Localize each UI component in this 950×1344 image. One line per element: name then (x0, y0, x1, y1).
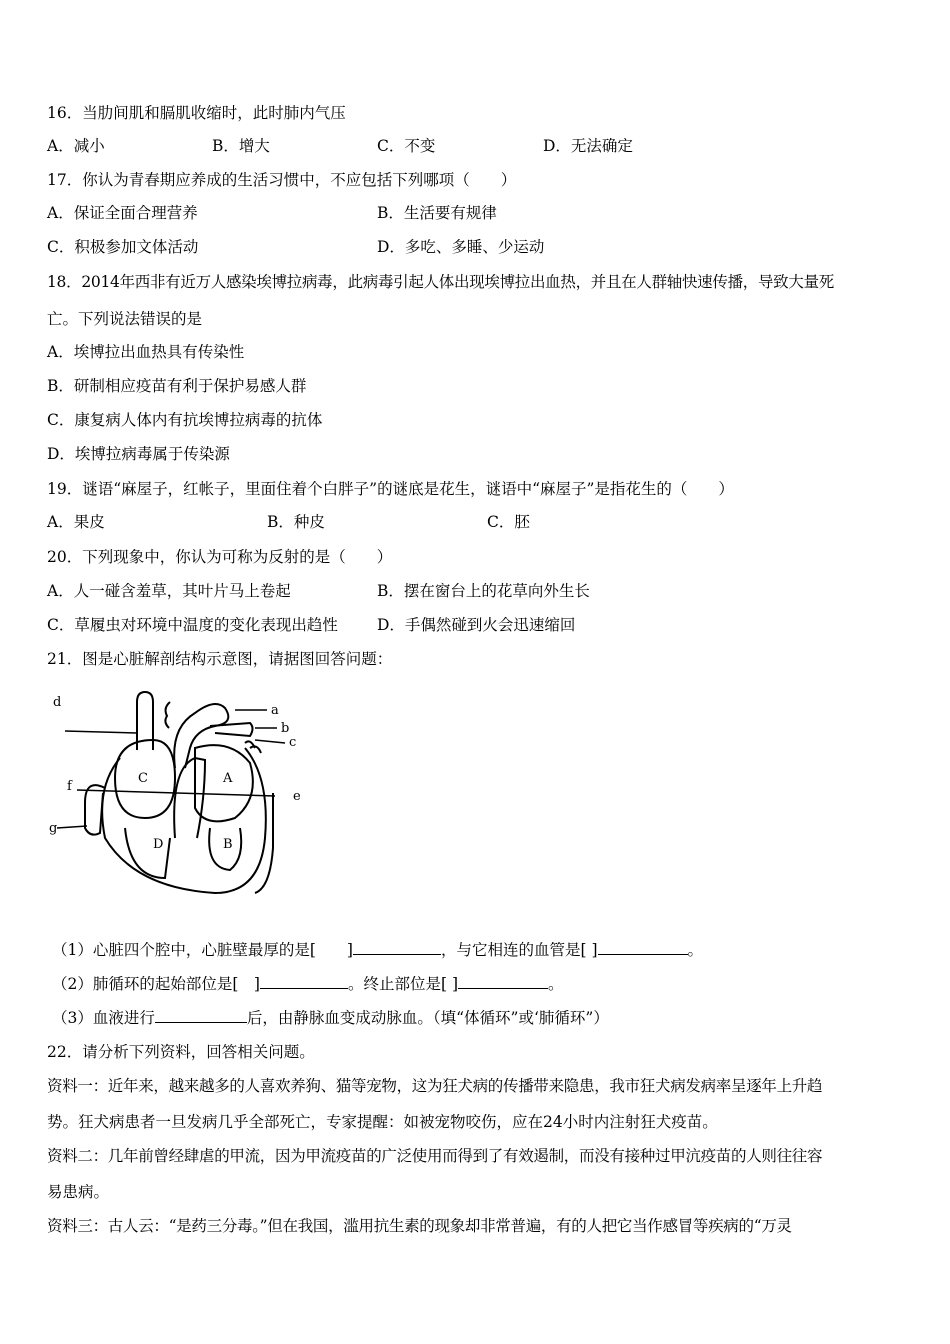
q17-option-c: C．积极参加文体活动 (47, 238, 199, 256)
q18-option-c: C．康复病人体内有抗埃博拉病毒的抗体 (47, 411, 323, 429)
q20-option-b: B．摆在窗台上的花草向外生长 (377, 582, 590, 600)
question-21-stem: 21．图是心脏解剖结构示意图，请据图回答问题： (47, 650, 393, 668)
label-b: b (281, 721, 290, 736)
label-e: e (293, 789, 301, 804)
label-d: d (53, 695, 62, 710)
q18-option-d: D．埃博拉病毒属于传染源 (47, 445, 230, 463)
question-22-stem: 22．请分析下列资料，回答相关问题。 (47, 1043, 315, 1061)
sub1-text-c: 。 (687, 941, 704, 959)
q21-subquestion-1 (52, 940, 703, 960)
sub2-text-c: 。 (548, 975, 564, 993)
label-c: c (289, 735, 297, 750)
blank-5[interactable] (155, 1008, 247, 1023)
q20-option-c: C．草履虫对环境中温度的变化表现出趋性 (47, 616, 338, 634)
question-18-stem-line2: 亡。下列说法错误的是 (47, 310, 203, 328)
label-a: a (271, 703, 279, 718)
blank-1[interactable] (353, 940, 441, 955)
question-20-stem: 20．下列现象中，你认为可称为反射的是（ ） (47, 548, 393, 566)
material-2-line2: 易患病。 (47, 1183, 110, 1201)
q19-option-b: B．种皮 (267, 513, 325, 531)
sub1-text-b: ，与它相连的血管是[ ] (440, 941, 598, 959)
blank-2[interactable] (598, 940, 688, 955)
label-D: D (153, 837, 164, 852)
q19-option-a: A．果皮 (47, 513, 105, 531)
q17-option-b: B．生活要有规律 (377, 204, 497, 222)
sub2-text-b: 。终止部位是[ ] (347, 975, 458, 993)
q20-option-d: D．手偶然碰到火会迅速缩回 (377, 616, 576, 634)
material-1-line2: 势。狂犬病患者一旦发病几乎全部死亡，专家提醒：如被宠物咬伤，应在24小时内注射狂犬疫苗。 (47, 1113, 718, 1131)
q16-option-c: C．不变 (377, 137, 436, 155)
sub3-text-b: 后，由静脉血变成动脉血。（填“体循环”或‘肺循环”） (246, 1009, 609, 1027)
label-A: A (223, 771, 233, 786)
q21-subquestion-2 (52, 974, 564, 994)
q19-option-c: C．胚 (487, 513, 530, 531)
label-B: B (223, 837, 233, 852)
question-16-stem: 16．当肋间肌和膈肌收缩时，此时肺内气压 (47, 104, 346, 122)
question-19-stem: 19．谜语“麻屋子，红帐子，里面住着个白胖子”的谜底是花生，谜语中“麻屋子”是指花生的（ ） (47, 480, 734, 498)
sub2-text-a: （2）肺循环的起始部位是[ ] (52, 975, 260, 993)
blank-4[interactable] (458, 974, 548, 989)
q20-option-a: A．人一碰含羞草，其叶片马上卷起 (47, 582, 291, 600)
label-f: f (67, 779, 72, 794)
label-g: g (49, 821, 58, 836)
sub3-text-a: （3）血液进行 (52, 1009, 155, 1027)
blank-3[interactable] (260, 974, 348, 989)
q21-subquestion-3 (52, 1008, 609, 1028)
q17-option-d: D．多吃、多睡、少运动 (377, 238, 545, 256)
q16-option-d: D．无法确定 (543, 137, 633, 155)
label-C: C (138, 771, 148, 786)
heart-diagram (45, 688, 315, 898)
q18-option-a: A．埃博拉出血热具有传染性 (47, 343, 245, 361)
material-1-line1: 资料一：近年来，越来越多的人喜欢养狗、猫等宠物，这为狂犬病的传播带来隐患，我市狂犬病发病率呈逐年上升趋 (47, 1077, 823, 1095)
question-18-stem-line1: 18．2014年西非有近万人感染埃博拉病毒，此病毒引起人体出现埃博拉出血热，并且在人群轴快速传播，导致大量死 (47, 273, 834, 291)
material-3-line1: 资料三：古人云：“是药三分毒。”但在我国，滥用抗生素的现象却非常普遍，有的人把它当作感冒等疾病的“万灵 (47, 1217, 792, 1235)
q18-option-b: B．研制相应疫苗有利于保护易感人群 (47, 377, 307, 395)
q16-option-a: A．减小 (47, 137, 105, 155)
sub1-text-a: （1）心脏四个腔中，心脏壁最厚的是[ ] (52, 941, 353, 959)
q16-option-b: B．增大 (212, 137, 270, 155)
q17-option-a: A．保证全面合理营养 (47, 204, 198, 222)
question-17-stem: 17．你认为青春期应养成的生活习惯中，不应包括下列哪项（ ） (47, 171, 517, 189)
material-2-line1: 资料二：几年前曾经肆虐的甲流，因为甲流疫苗的广泛使用而得到了有效遏制，而没有接种过甲沆疫苗的人则往往容 (47, 1147, 823, 1165)
